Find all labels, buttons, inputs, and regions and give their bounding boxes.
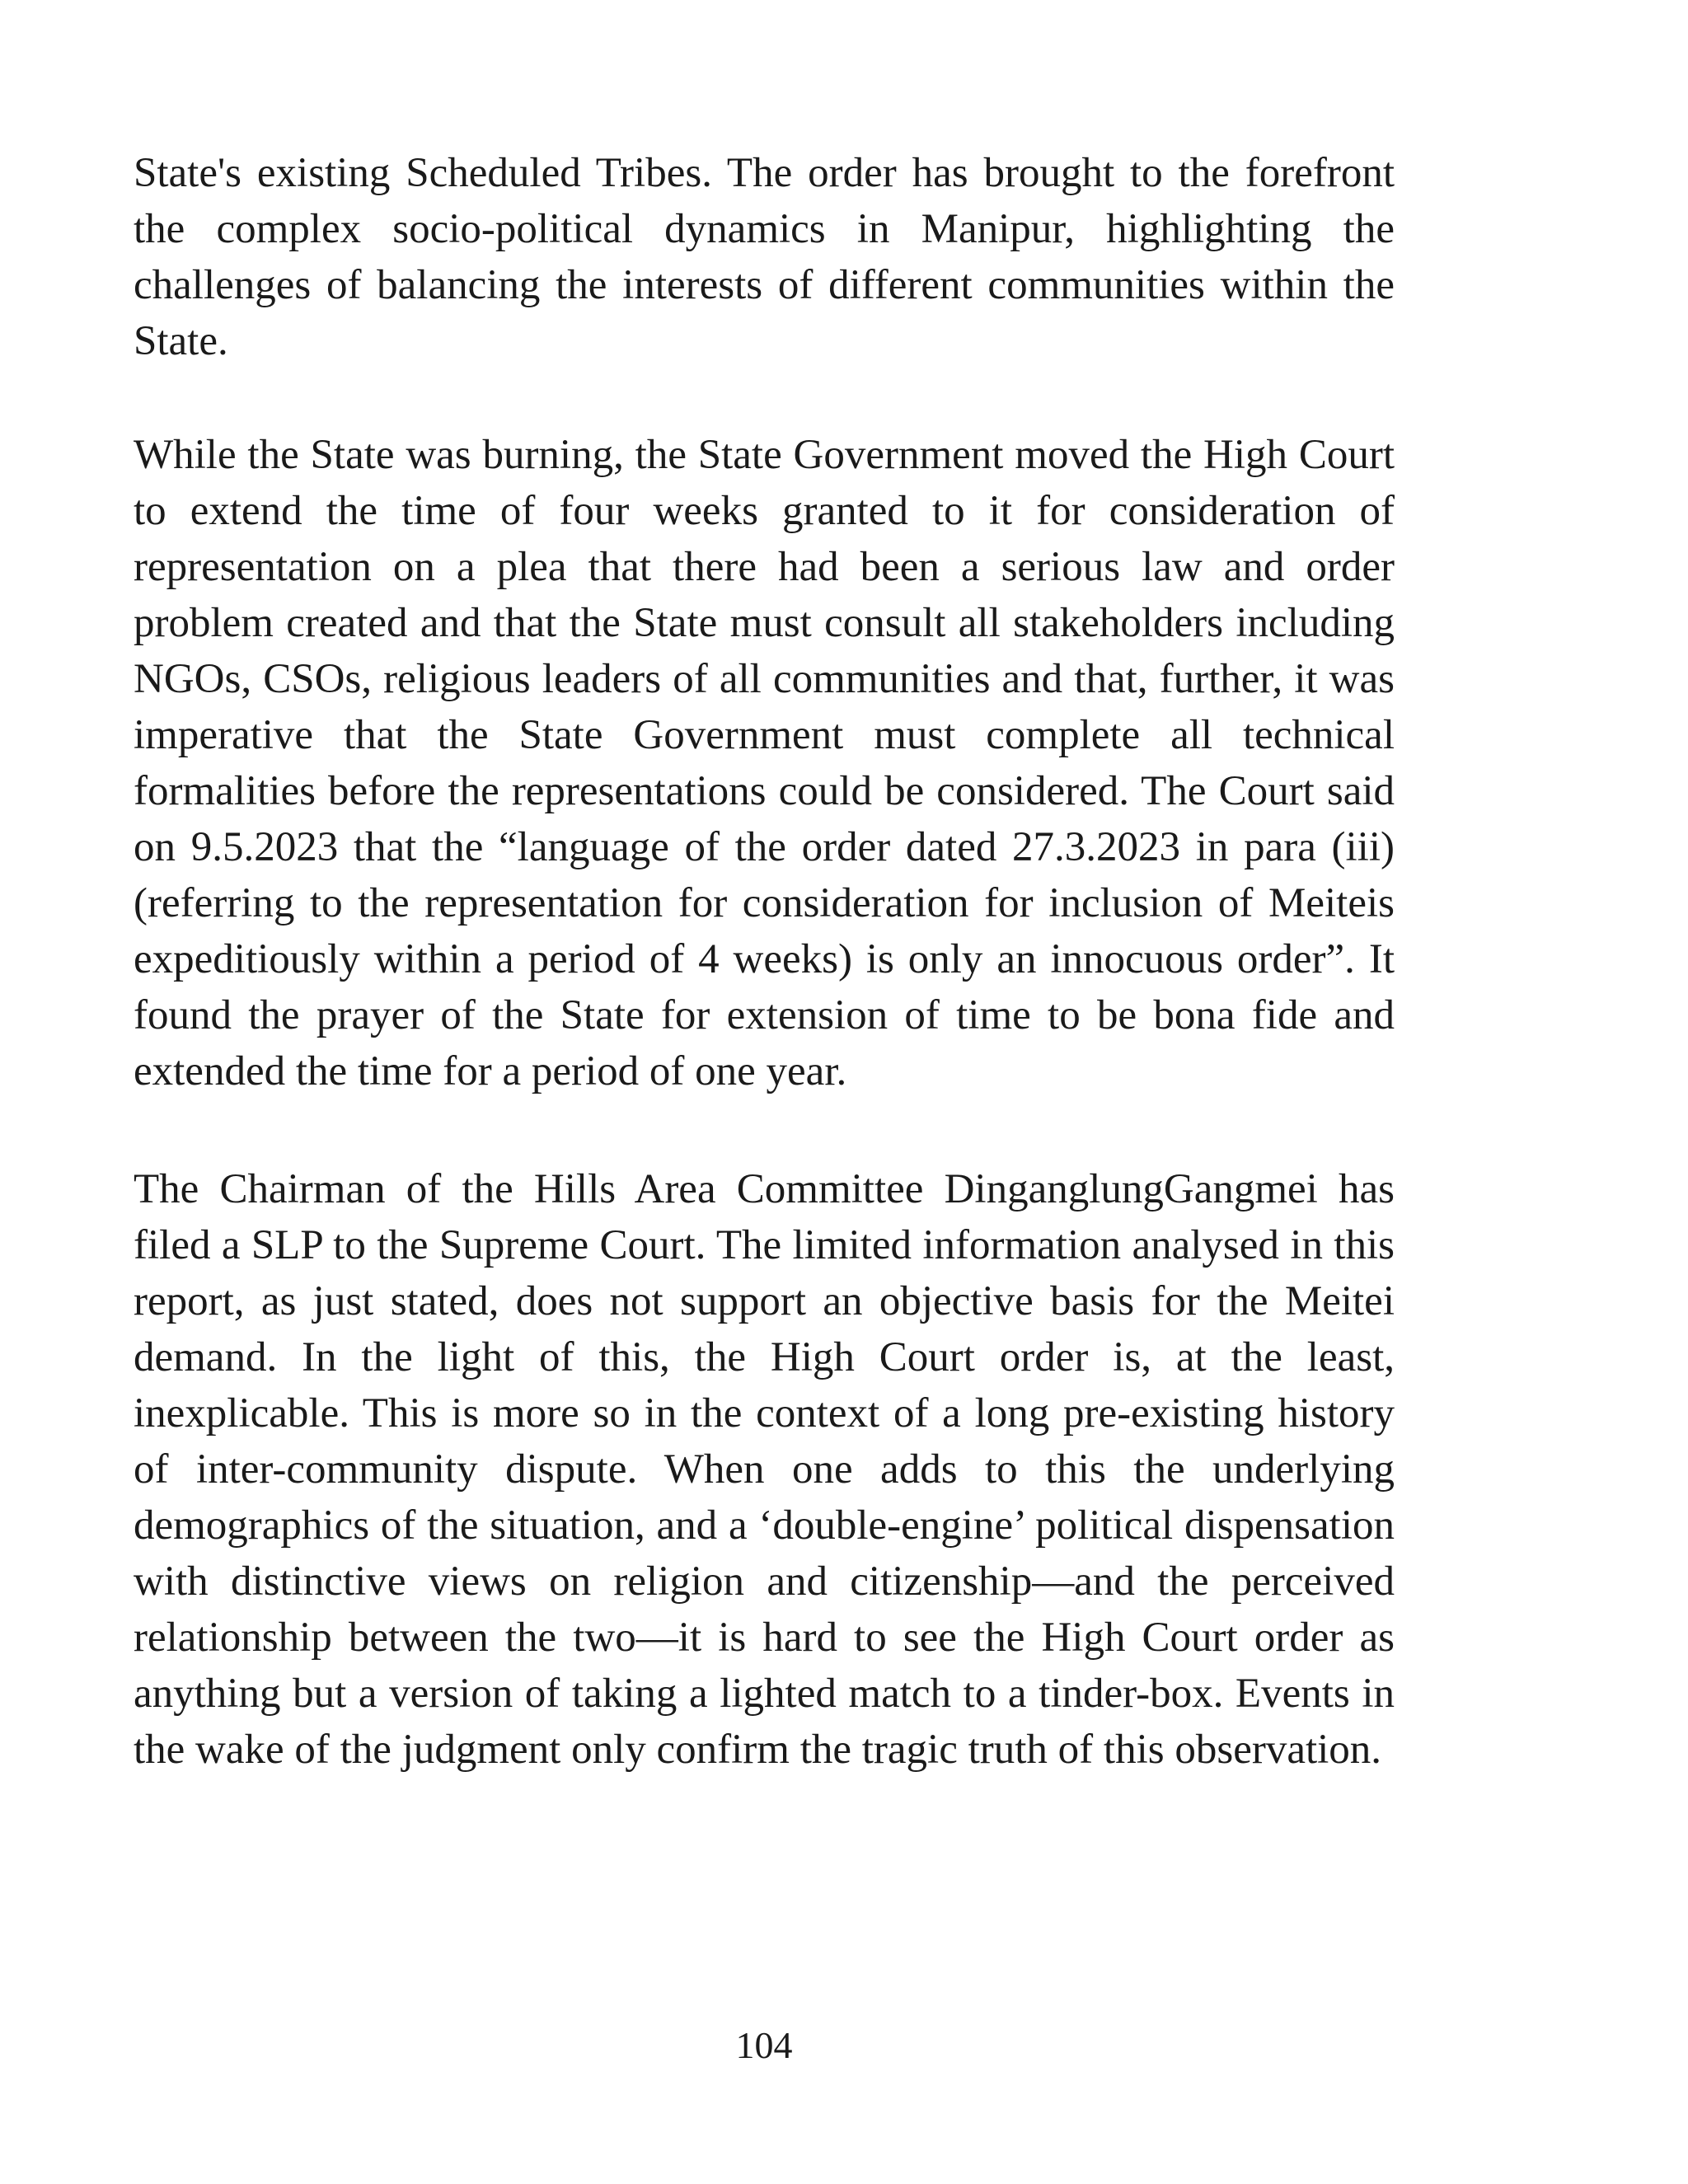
- paragraph-3: The Chairman of the Hills Area Committee DinganglungGangmei has filed a SLP to the Supreme Court. The limited information analysed in this report, as just stated, does not support an objective basis for the Meitei demand. In the light of this, the High Court order is, at the least, inexplicable. This is more so in the context of a long pre-existing history of inter-community dispute. When one adds to this the underlying demographics of the situation, and a ‘double-engine’ political dispensation with distinctive views on religion and citizenship—and the perceived relationship between the two—it is hard to see the High Court order as anything but a version of taking a lighted match to a tinder-box. Events in the wake of the judgment only confirm the tragic truth of this observation.: [134, 1166, 1395, 1773]
- page-number: 104: [735, 2024, 793, 2066]
- paragraph-1: State's existing Scheduled Tribes. The order has brought to the forefront the complex socio-political dynamics in Manipur, highlighting the challenges of balancing the interests of different communities within the State.: [134, 150, 1395, 364]
- paragraph-2: While the State was burning, the State Government moved the High Court to extend the time of four weeks granted to it for consideration of representation on a plea that there had been a serious law and order problem created and that the State must consult all stakeholders including NGOs, CSOs, religious leaders of all communities and that, further, it was imperative that the State Government must complete all technical formalities before the representations could be considered. The Court said on 9.5.2023 that the “language of the order dated 27.3.2023 in para (iii) (referring to the representation for consideration for inclusion of Meiteis expeditiously within a period of 4 weeks) is only an innocuous order”. It found the prayer of the State for extension of time to be bona fide and extended the time for a period of one year.: [134, 432, 1395, 1094]
